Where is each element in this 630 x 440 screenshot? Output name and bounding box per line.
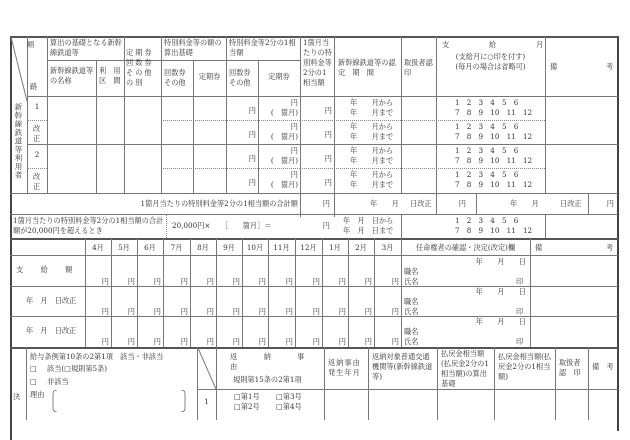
revision-yen-2: 円 — [606, 199, 614, 208]
name-label: 氏名 — [404, 277, 419, 286]
grid-line — [348, 238, 349, 347]
monthly-remarks-b: 考 — [606, 243, 614, 252]
month-header: 9月 — [223, 243, 235, 252]
grid-dotted — [161, 168, 300, 169]
grid-line — [26, 347, 27, 420]
month-header: 1月 — [329, 243, 341, 252]
remarks-a: 備 — [550, 62, 558, 71]
period-to: 年 月まで — [350, 108, 394, 117]
yen: 円 — [312, 337, 320, 346]
confirm-header: 任命権者の確認・決定(改定)欄 — [415, 243, 516, 252]
months-1-6[interactable]: 1 2 3 4 5 6 — [455, 170, 519, 179]
refund-basis-header: 払戻金相当額(払戻金2分の1相当額)の算出基礎 — [441, 349, 489, 388]
decision-remarks-header: 備 考 — [592, 362, 614, 371]
yen-label: 円 — [324, 130, 332, 139]
grid-line — [161, 60, 300, 61]
yen-label: 円 — [324, 178, 332, 187]
kaisuken2-header: 回数券その他 — [229, 68, 251, 87]
yen: 円 — [312, 307, 320, 316]
yen: 円 — [258, 277, 266, 286]
job-title-label: 職名 — [404, 297, 419, 306]
row-label: 年 月 日改正 — [26, 326, 77, 335]
row-no: 1 — [34, 102, 40, 111]
yen: 円 — [101, 307, 109, 316]
grid-line — [216, 238, 217, 347]
period-to: 年 月まで — [350, 132, 394, 141]
yen-label: 円 — [248, 130, 256, 139]
yen: 円 — [101, 337, 109, 346]
yen: 円 — [258, 307, 266, 316]
revision-yen-1: 円 — [458, 199, 466, 208]
months-1-6[interactable]: 1 2 3 4 5 6 — [455, 98, 519, 107]
grid-line — [10, 238, 618, 240]
seal-label: 印 — [516, 307, 524, 316]
reason-bracket-right — [180, 390, 186, 412]
yen-label: 円 — [324, 154, 332, 163]
grid-line — [85, 238, 86, 347]
over-yen: 円 — [322, 221, 330, 230]
row-label: 年 月 日改正 — [26, 296, 77, 305]
grid-line — [190, 238, 191, 347]
grid-line — [268, 238, 269, 347]
confirm-date: 年 月 日 — [475, 287, 526, 296]
grid-dotted — [161, 120, 300, 121]
months-7-12[interactable]: 7 8 9 10 11 12 — [455, 180, 533, 189]
confirm-date: 年 月 日 — [475, 257, 526, 266]
over-months-1-6[interactable]: 1 2 3 4 5 6 — [455, 216, 519, 225]
grid-line — [10, 193, 618, 194]
decision-side-label: 決 — [13, 392, 21, 401]
yen: 円 — [364, 307, 372, 316]
grid-line — [437, 347, 438, 420]
yen: 円 — [232, 277, 240, 286]
period-from: 年 月から — [350, 170, 394, 179]
yen: 円 — [206, 277, 214, 286]
job-title-label: 職名 — [404, 267, 419, 276]
grid-line — [216, 389, 618, 390]
seal-label: 印 — [516, 277, 524, 286]
name-label: 氏名 — [404, 307, 419, 316]
yen: 円 — [232, 337, 240, 346]
month-header: 8月 — [197, 243, 209, 252]
grid-line — [476, 193, 477, 214]
months-label: ( 箇月) — [270, 180, 298, 189]
month-header: 12月 — [300, 243, 317, 252]
month-header: 7月 — [170, 243, 183, 252]
grid-dotted — [27, 168, 47, 169]
yen: 円 — [285, 337, 293, 346]
months-label: ( 箇月) — [270, 108, 298, 117]
over-months-7-12[interactable]: 7 8 9 10 11 12 — [455, 226, 533, 235]
grid-line — [111, 238, 112, 347]
grid-line — [137, 238, 138, 347]
grid-line — [163, 238, 164, 347]
teikiken2-header: 定期券 — [268, 72, 290, 81]
month-header: 6月 — [144, 243, 156, 252]
basis-section-header: 利 用区 間 — [99, 66, 121, 85]
yen: 円 — [206, 337, 214, 346]
over-label: 1箇月当たりの特別料金等2分の1相当額の合計額が20,000円を超えるとき — [13, 216, 164, 235]
corner-diagonal — [11, 37, 27, 101]
revision-date-2: 年 月 — [510, 199, 539, 208]
name-label: 氏名 — [404, 337, 419, 346]
decision-line1: 給与条例第10条の2第1項 該当・非該当 — [30, 352, 164, 361]
grid-line — [10, 214, 618, 215]
period-from: 年 月から — [350, 98, 394, 107]
grid-dotted — [166, 214, 167, 238]
grid-dotted — [300, 120, 545, 121]
month-header: 10月 — [246, 243, 264, 252]
grid-line — [242, 238, 243, 347]
yen: 円 — [101, 277, 109, 286]
grid-line — [96, 60, 97, 193]
yen: 円 — [127, 307, 135, 316]
yen: 円 — [153, 277, 161, 286]
item-1[interactable]: □第1号 — [234, 392, 260, 401]
grid-line — [295, 238, 296, 347]
yen: 円 — [312, 277, 320, 286]
row-label: 支 給 額 — [16, 265, 74, 274]
yen: 円 — [127, 277, 135, 286]
monthly-half-header: 1箇月当たりの特別料金等2分の1相当額 — [303, 38, 332, 87]
yen: 円 — [364, 337, 372, 346]
yen: 円 — [338, 277, 346, 286]
seal-label: 印 — [516, 337, 524, 346]
grid-line — [368, 347, 369, 420]
yen: 円 — [285, 277, 293, 286]
payment-note-1: (支給月に○印を付す) — [455, 52, 526, 61]
monthly-remarks-a: 備 — [535, 243, 543, 252]
payment-month-a: 支 — [442, 40, 450, 49]
row-no: 改正 — [33, 172, 41, 191]
reason-label: 理由 — [30, 390, 45, 399]
month-header: 11月 — [273, 243, 290, 252]
month-header: 5月 — [118, 243, 130, 252]
over-to: 年 月 日まで — [343, 226, 394, 235]
item-4[interactable]: □第4号 — [276, 402, 302, 411]
payment-month-b: 給 — [489, 40, 497, 49]
row-no: 改正 — [33, 124, 41, 143]
basis-title: 算出の基礎となる新幹線鉄道等 — [50, 38, 122, 57]
month-header: 3月 — [381, 243, 394, 252]
grid-line — [545, 36, 546, 193]
yen: 円 — [391, 307, 399, 316]
yen: 円 — [364, 277, 372, 286]
yen-label: 円 — [290, 170, 298, 179]
grid-line — [530, 238, 531, 347]
months-7-12[interactable]: 7 8 9 10 11 12 — [455, 108, 533, 117]
yen: 円 — [338, 307, 346, 316]
yen: 円 — [127, 337, 135, 346]
yen: 円 — [391, 277, 399, 286]
yen-label: 円 — [248, 154, 256, 163]
payment-note-2: (毎月の場合は省略可) — [455, 62, 526, 71]
yen: 円 — [180, 307, 188, 316]
teiki-type-header: 定期券回数券その他の別 — [126, 48, 154, 87]
grid-line — [401, 214, 402, 238]
yen-label: 円 — [248, 178, 256, 187]
yen-label: 円 — [290, 122, 298, 131]
kaisuken-header: 回数券その他 — [164, 68, 186, 87]
yen-label: 円 — [248, 106, 256, 115]
grid-line — [334, 36, 335, 217]
grid-line — [27, 144, 618, 145]
reason-bracket-left — [52, 390, 58, 412]
yen: 円 — [258, 337, 266, 346]
jun-label: 順 — [27, 40, 35, 49]
grid-line — [588, 347, 589, 420]
yen: 円 — [180, 337, 188, 346]
grid-line — [555, 347, 556, 420]
yen: 円 — [206, 307, 214, 316]
months-7-12[interactable]: 7 8 9 10 11 12 — [455, 132, 533, 141]
over-formula: 20,000円× ［ 箇月］＝ — [172, 221, 272, 230]
decision-diagonal — [198, 348, 216, 389]
grid-line — [300, 36, 301, 217]
grid-line — [545, 214, 546, 238]
half-amount-header: 特別料金等2分の1相当額 — [229, 38, 296, 57]
ro-label: 路 — [30, 82, 38, 91]
over-from: 年 月 日から — [343, 216, 394, 225]
grid-line — [27, 36, 28, 193]
refund-half-header: 払戻金相当額(払戻金2分の1相当額) — [498, 352, 552, 381]
grid-line — [10, 255, 618, 256]
period-to: 年 月まで — [350, 180, 394, 189]
yen-label: 円 — [290, 146, 298, 155]
teikiken-header: 定期券 — [198, 72, 221, 81]
months-7-12[interactable]: 7 8 9 10 11 12 — [455, 156, 533, 165]
grid-dotted — [27, 120, 47, 121]
special-calc-header: 特別料金等の額の算出基礎 — [164, 38, 222, 57]
decision-row-no: 1 — [204, 397, 209, 406]
target-header: 返納対象普通交通機関等(新幹線鉄道等) — [372, 352, 433, 381]
months-1-6[interactable]: 1 2 3 4 5 6 — [455, 122, 519, 131]
revision-day-2: 日改正 — [560, 199, 582, 208]
grid-line — [197, 389, 216, 390]
yen: 円 — [391, 337, 399, 346]
total-yen: 円 — [322, 199, 330, 208]
period-from: 年 月から — [350, 146, 394, 155]
basis-name-header: 新幹線鉄道等の名称 — [50, 66, 94, 85]
grid-line — [374, 238, 375, 347]
grid-line — [10, 347, 618, 349]
remarks-b: 考 — [606, 62, 614, 71]
grid-line — [494, 347, 495, 420]
user-side-label: 新幹線鉄道等利用者 — [14, 103, 23, 180]
yen: 円 — [153, 307, 161, 316]
months-label: ( 箇月) — [270, 132, 298, 141]
period-from: 年 月から — [350, 122, 394, 131]
option-applicable: 該当(□規則第5条) — [47, 364, 108, 373]
decision-handler-header: 取扱者認 印 — [559, 358, 581, 377]
return-reason-header: 返 納 事 由 — [230, 352, 331, 371]
revision-date-1: 年 月 — [370, 199, 399, 208]
grid-line — [322, 238, 323, 347]
return-rule: 規則第15条の2第1項 — [233, 375, 302, 384]
grid-dotted — [300, 168, 545, 169]
yen: 円 — [285, 307, 293, 316]
grid-line — [27, 96, 618, 97]
checkbox-not-applicable[interactable]: □ — [30, 377, 37, 386]
yen: 円 — [153, 337, 161, 346]
option-not-applicable: 非該当 — [47, 377, 69, 386]
item-2[interactable]: □第2号 — [234, 402, 260, 411]
revision-day-1: 日改正 — [410, 199, 432, 208]
job-title-label: 職名 — [404, 327, 419, 336]
month-header: 4月 — [92, 243, 104, 252]
months-1-6[interactable]: 1 2 3 4 5 6 — [455, 146, 519, 155]
total-label: 1箇月当たりの特別料金等2分の1相当額の合計額 — [140, 199, 298, 208]
reason-input[interactable] — [60, 392, 178, 410]
item-3[interactable]: □第3号 — [276, 392, 302, 401]
period-to: 年 月まで — [350, 156, 394, 165]
cert-period-header: 新幹線鉄道等の認 定 期 間 — [338, 58, 403, 77]
yen-label: 円 — [324, 106, 332, 115]
yen: 円 — [338, 337, 346, 346]
occur-date-header: 返納事由発生年月 — [328, 358, 361, 377]
yen-label: 円 — [290, 98, 298, 107]
checkbox-applicable[interactable]: □ — [30, 364, 37, 373]
month-header: 2月 — [355, 243, 367, 252]
grid-line — [216, 347, 217, 420]
yen: 円 — [232, 307, 240, 316]
months-label: ( 箇月) — [270, 156, 298, 165]
handler-seal-header: 取扱者認 印 — [404, 58, 440, 77]
yen: 円 — [180, 277, 188, 286]
payment-month-c: 月 — [536, 40, 544, 49]
confirm-date: 年 月 日 — [475, 317, 526, 326]
row-no: 2 — [34, 150, 40, 159]
